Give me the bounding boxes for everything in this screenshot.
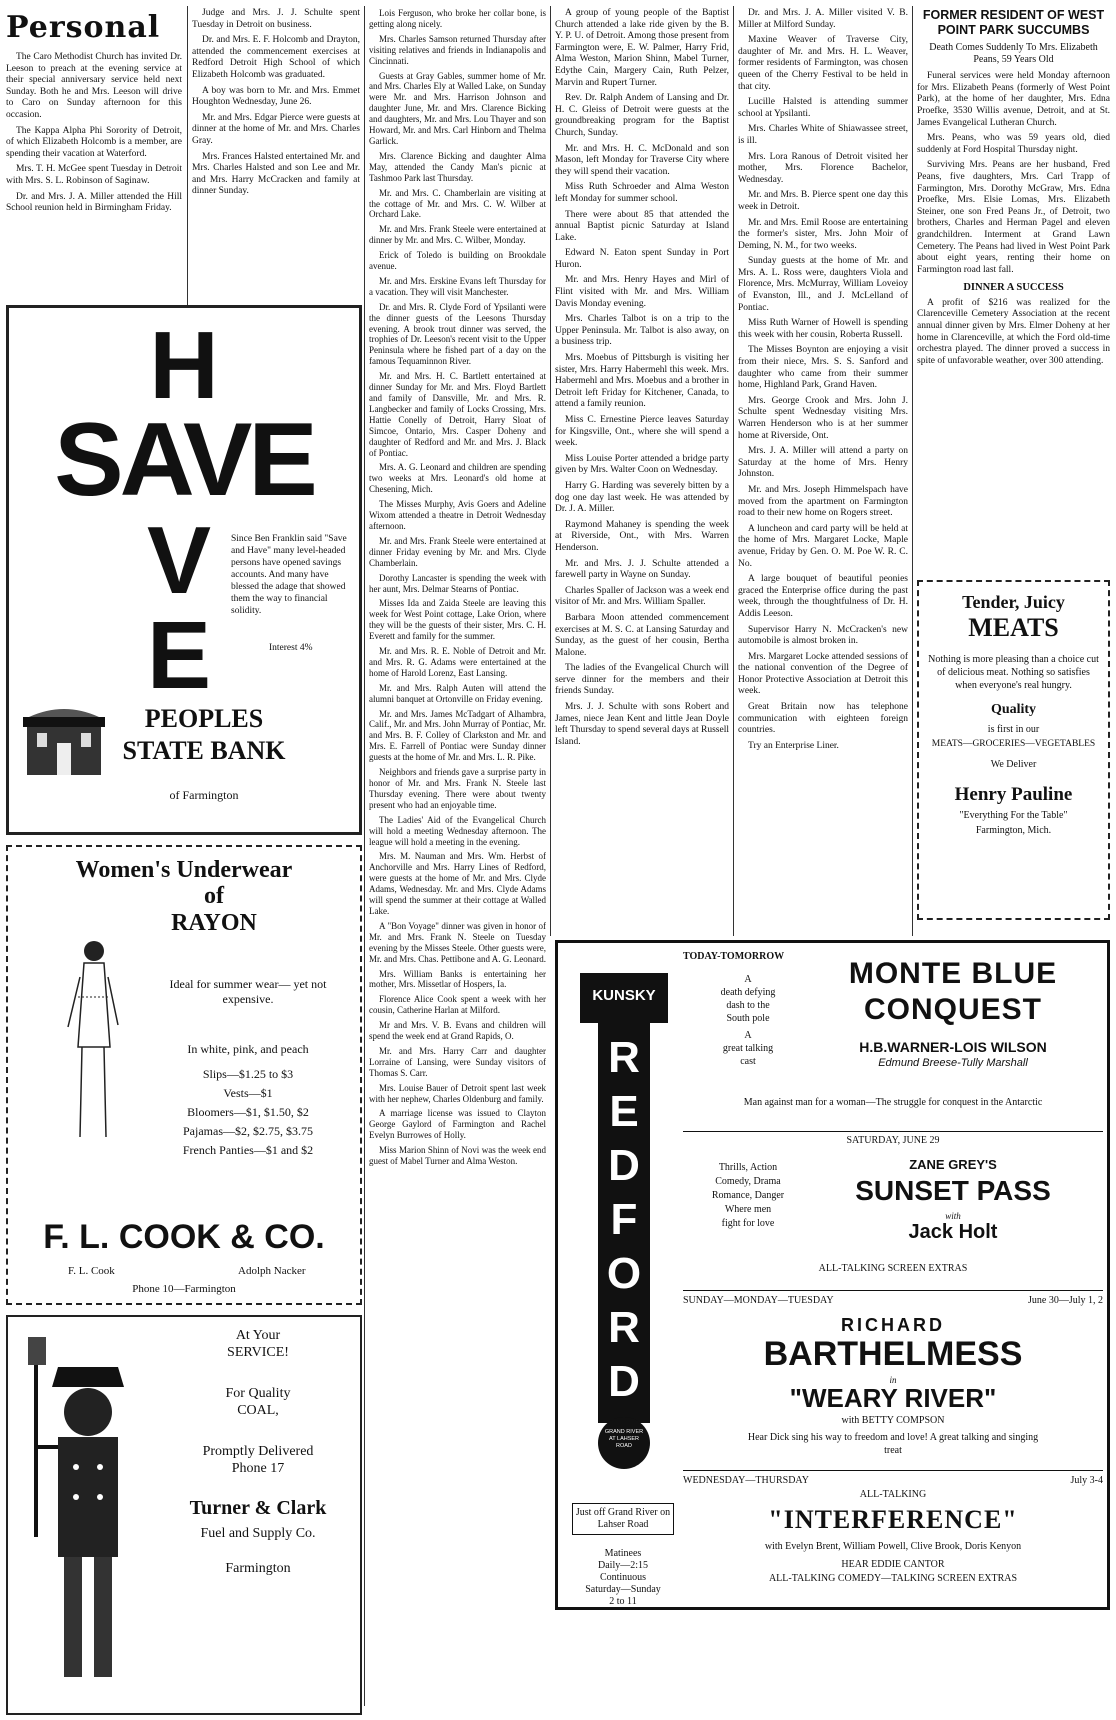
news-item: Mrs. Frances Halsted entertained Mr. and Mrs. Charles Halsted and son Lee and Mr. and Mrs. Harry McCracken and family at dinner Sunday. <box>192 151 360 197</box>
film-extras: ALL-TALKING SCREEN EXTRAS <box>818 1263 968 1274</box>
film-extra-2: ALL-TALKING COMEDY—TALKING SCREEN EXTRAS <box>768 1573 1018 1584</box>
meat-quality: Quality <box>990 702 1037 717</box>
cook-title-3: RAYON <box>171 910 257 936</box>
news-item: Mrs. Louise Bauer of Detroit spent last week with her nephew, Charles Oldenburg and family. <box>369 1082 546 1104</box>
news-item: Rev. Dr. Ralph Andem of Lansing and Dr. H. C. Gleiss of Detroit were guests at the groundbreaking program for the Baptist Church, Sunday. <box>555 93 729 138</box>
news-item: Miss Louise Porter attended a bridge party given by Mrs. Walter Coon on Wednesday. <box>555 453 729 476</box>
news-item: Try an Enterprise Liner. <box>748 740 839 751</box>
personal-heading: Personal <box>6 10 161 45</box>
news-item: The Kappa Alpha Phi Sorority of Detroit, of which Elizabeth Holcomb is a member, are spending their vacation at Waterford. <box>6 125 182 159</box>
news-item: Mrs. Clarence Bicking and daughter Alma May, attended the Candy Man's picnic at Tashmoo Park last Thursday. <box>369 150 546 183</box>
desc-line: Thrills, Action <box>718 1162 778 1173</box>
bank-location: of Farmington <box>169 788 239 802</box>
news-column-3 <box>369 8 546 1171</box>
sign-letters <box>598 1031 650 1409</box>
film-type: ALL-TALKING <box>859 1489 927 1500</box>
bank-text: Since Ben Franklin said "Save and Have" many level-headed persons have opened savings accounts. And many have blessed the adage that showed them the way to financial solidity. <box>231 534 347 616</box>
program-when: SATURDAY, JUNE 29 <box>846 1135 940 1146</box>
news-item: Mrs. Lora Ranous of Detroit visited her mother, Mrs. Florence Bachelor, Wednesday. <box>738 151 908 185</box>
news-item: Mrs. Charles White of Shiawassee street, is ill. <box>738 124 908 146</box>
meat-town: Farmington, Mich. <box>975 825 1052 836</box>
desc-line: death defying <box>720 987 776 998</box>
bank-name: PEOPLES STATE BANK <box>122 704 286 765</box>
program-dates: June 30—July 1, 2 <box>1028 1295 1103 1306</box>
sign-letter: F <box>610 1195 638 1244</box>
film-star: MONTE BLUE <box>848 957 1058 990</box>
news-item: Harry G. Harding was severely bitten by a dog one day last week. He was attended by Dr. J. A. Miller. <box>555 480 729 515</box>
news-item: Edward N. Eaton spent Sunday in Port Huron. <box>555 248 729 270</box>
article-headline: FORMER RESIDENT OF WEST POINT PARK SUCCUMBS <box>922 8 1105 37</box>
news-item: Mrs. T. H. McGee spent Tuesday in Detroit with Mrs. S. L. Robinson of Saginaw. <box>6 164 182 186</box>
news-item: Sunday guests at the home of Mr. and Mrs. A. L. Ross were, daughters Viola and Florence, Mrs. McMurray, William Loveioy of Evanston, Ill., and J. McLelland of Pontiac. <box>738 256 908 313</box>
coal-line: Phone 17 <box>231 1461 285 1476</box>
news-item: Mr. and Mrs. Frank Steele were entertained at dinner by Mr. and Mrs. C. Wilber, Monday. <box>369 224 546 246</box>
news-item: Dr. and Mrs. R. Clyde Ford of Ypsilanti were the dinner guests of the Leesons Thursday evening. A brook trout dinner was served, the trophies of Dr. Leeson's recent visit to the Upper Peninsula where he fished part of a day on the famous Tequaminnon River. <box>369 301 546 367</box>
cook-underwear-ad <box>6 845 362 1305</box>
news-item: Miss Ruth Schroeder and Alma Weston left Monday for summer school. <box>555 182 729 204</box>
sign-base: GRAND RIVER AT LAHSER ROAD <box>604 1429 644 1449</box>
news-item: A large bouquet of beautiful peonies graced the Enterprise office during the past week, through the thoughtfulness of Dr. H. Addis Leeson. <box>738 574 908 619</box>
program-dates: July 3-4 <box>1070 1475 1103 1486</box>
news-item: Charles Spaller of Jackson was a week end visitor of Mr. and Mrs. William Spaller. <box>555 585 729 608</box>
news-item: Mr. and Mrs. Edgar Pierce were guests at dinner at the home of Mr. and Mrs. Charles Gray. <box>192 112 360 146</box>
henry-pauline-meat-ad <box>917 580 1110 920</box>
coal-man-icon <box>28 1337 148 1697</box>
news-item: Guests at Gray Gables, summer home of Mr. and Mrs. Charles Ely at Walled Lake, on Sunday were Mr. and Mrs. Harrison Johnson and daughter June, Mr. and Mrs. Clarence Bicking and daughters, Mr. and Mrs. Lou Thayer and son Howard, Mr. and Mrs. Carl Hinborn and Thelma Garlick. <box>369 70 546 146</box>
news-item: Great Britain now has telephone communication with eighteen foreign countries. <box>738 702 908 736</box>
news-item: Miss Ruth Warner of Howell is spending this week with her cousin, Roberta Russell. <box>738 318 908 340</box>
article-headline-2: DINNER A SUCCESS <box>963 282 1064 294</box>
news-item: Erick of Toledo is building on Brookdale avenue. <box>369 250 546 272</box>
news-item: Mr. and Mrs. Erskine Evans left Thursday for a vacation. They will visit Manchester. <box>369 275 546 297</box>
coal-name: Turner & Clark <box>189 1497 327 1519</box>
save-letter-e: E <box>146 602 212 709</box>
program-when: TODAY-TOMORROW <box>683 951 785 962</box>
news-item: Mrs. William Banks is entertaining her mother, Mrs. Missetlar of Hospers, Ia. <box>369 968 546 990</box>
bank-interest: Interest 4% <box>269 643 313 653</box>
cook-colors: In white, pink, and peach <box>187 1042 309 1056</box>
film-star-first: RICHARD <box>841 1315 945 1335</box>
column-rule <box>364 6 365 1706</box>
coal-line: At Your <box>235 1328 281 1343</box>
film-title: CONQUEST <box>863 993 1042 1026</box>
theater-location: Just off Grand River on Lahser Road <box>572 1503 674 1535</box>
program-weary-river <box>683 1295 1103 1471</box>
meat-slogan: "Everything For the Table" <box>959 810 1068 821</box>
cook-owner-2: Adolph Nacker <box>238 1265 306 1277</box>
meat-first: is first in our <box>987 724 1040 735</box>
news-item: Lois Ferguson, who broke her collar bone, is getting along nicely. <box>369 8 546 29</box>
news-item: Mr. and Mrs. B. Pierce spent one day this week in Detroit. <box>738 190 908 212</box>
desc-line: Romance, Danger <box>711 1190 785 1201</box>
sign-letter: R <box>608 1033 640 1082</box>
coal-line: SERVICE! <box>227 1345 289 1360</box>
save-word: SAVE <box>54 402 314 518</box>
meat-name: Henry Pauline <box>954 784 1073 805</box>
program-desc <box>693 973 803 1068</box>
meat-title-1: Tender, Juicy <box>962 592 1065 612</box>
cook-item: Bloomers—$1, $1.50, $2 <box>187 1105 309 1119</box>
sign-letter: D <box>608 1357 640 1406</box>
news-item: Mr. and Mrs. Harry Carr and daughter Lorraine of Lansing, were Sunday visitors of Thomas S. Carr. <box>369 1045 546 1078</box>
news-item: A luncheon and card party will be held at the home of Mrs. Margaret Locke, Maple avenue, Friday by Gen. O. M. Poe W. R. C. No. <box>738 523 908 569</box>
matinee-line: 2 to 11 <box>609 1596 637 1607</box>
matinee-line: Saturday—Sunday <box>585 1584 661 1595</box>
film-extra-1: HEAR EDDIE CANTOR <box>841 1559 945 1570</box>
news-item: Mr. and Mrs. J. J. Schulte attended a farewell party in Wayne on Sunday. <box>555 558 729 581</box>
meat-deliver: We Deliver <box>990 759 1037 770</box>
news-item: Mr. and Mrs. H. C. McDonald and son Mason, left Monday for Traverse City where they will spend their vacation. <box>555 143 729 177</box>
film-tagline: Hear Dick sing his way to freedom and love! A great talking and singing treat <box>747 1432 1039 1456</box>
news-item: Mr. and Mrs. H. C. Bartlett entertained at dinner Sunday for Mr. and Mrs. Floyd Bartlett and family of Dansville, Mr. and Mrs. R. Langbecker and family of Locks Crossing, Mrs. Hattie Conelly of Detroit, Harry Sloat of Simcoe, Ontario, Mrs. Casper Doheny and daughter of Redford and Mr. and Mrs. J. Black of Pontiac. <box>369 371 546 458</box>
news-item: Dorothy Lancaster is spending the week with her aunt, Mrs. Delmar Stearns of Pontiac. <box>369 572 546 594</box>
desc-line: fight for love <box>721 1218 775 1229</box>
news-item: Dr. and Mrs. J. A. Miller visited V. B. Miller at Milford Sunday. <box>738 8 908 30</box>
news-item: There were about 85 that attended the annual Baptist picnic Saturday at Island Lake. <box>555 209 729 243</box>
news-item: Judge and Mrs. J. J. Schulte spent Tuesday in Detroit on business. <box>192 8 360 30</box>
column-rule <box>912 6 913 936</box>
save-letter-v: V <box>146 507 212 614</box>
turner-clark-coal-ad <box>6 1315 362 1715</box>
news-item: Miss Marion Shinn of Novi was the week end guest of Mabel Turner and Alma Weston. <box>369 1145 546 1167</box>
film-in: in <box>889 1375 897 1385</box>
news-item: Mrs. Margaret Locke attended sessions of the national convention of the Degree of Honor Protective Association at Detroit this week. <box>738 651 908 697</box>
meat-text: Nothing is more pleasing than a choice cut of delicious meat. Nothing so satisfies when everyone's real hungry. <box>928 654 1099 691</box>
news-item: Raymond Mahaney is spending the week at Riverside, Ont., with Mrs. Warren Henderson. <box>555 519 729 553</box>
news-item: Lucille Halsted is attending summer school at Ypsilanti. <box>738 97 908 119</box>
woman-figure-icon <box>58 937 128 1147</box>
cook-items <box>148 1065 348 1160</box>
redford-theater-ad <box>555 940 1110 1610</box>
desc-line: South pole <box>726 1013 770 1024</box>
film-title: SUNSET PASS <box>855 1175 1051 1206</box>
film-star: Jack Holt <box>908 1221 998 1243</box>
news-item: Mr and Mrs. V. B. Evans and children will spend the week end at Grand Rapids, O. <box>369 1020 546 1042</box>
film-tagline: Man against man for a woman—The struggle for conquest in the Antarctic <box>743 1097 1043 1108</box>
coal-line: COAL, <box>237 1403 279 1418</box>
coal-line: Promptly Delivered <box>202 1444 314 1459</box>
news-item: Mr. and Mrs. Ralph Auten will attend the alumni banquet at Ortonville on Friday evening. <box>369 682 546 704</box>
news-item: Mrs. George Crook and Mrs. John J. Schulte spent Wednesday visiting Mrs. Warren Henderson who is at her summer home at Riverside, Ont. <box>738 395 908 441</box>
news-item: Mr. and Mrs. James McTadgart of Alhambra, Calif., Mr. and Mrs. John Murray of Pontiac, Mr. and Mrs. B. F. Colley of Clarkston and Mr. and Mrs. E. Farrell of Pontiac were Sunday dinner guests at the home of Mr. and Mrs. L. R. Pike. <box>369 708 546 763</box>
news-item: Dr. and Mrs. E. F. Holcomb and Drayton, attended the commencement exercises at Redford Detroit High School of which Elizabeth Holcomb was graduated. <box>192 35 360 80</box>
news-item: Maxine Weaver of Traverse City, daughter of Mr. and Mrs. H. L. Weaver, former residents of Farmington, was chosen queen of the Cherry Festival to be held in that city. <box>738 35 908 92</box>
column-rule <box>550 6 551 936</box>
peoples-state-bank-ad <box>6 305 362 835</box>
news-item: A "Bon Voyage" dinner was given in honor of Mr. and Mrs. Frank N. Steele on Tuesday evening by the Misses Steele. Other guests were, Mr. and Mrs. Chas. Pettibone and A. G. Leonard. <box>369 920 546 964</box>
program-interference <box>683 1475 1103 1605</box>
news-item: Mr. and Mrs. Emil Roose are entertaining the former's sister, Mrs. John Moir of Deming, N. M., for two weeks. <box>738 217 908 251</box>
sign-letter: R <box>608 1303 640 1352</box>
matinee-line: Continuous <box>599 1572 647 1583</box>
news-column-5 <box>738 8 908 756</box>
redford-sign <box>576 963 672 1483</box>
news-item: The ladies of the Evangelical Church will serve dinner for the members and their friends Sunday. <box>555 663 729 697</box>
news-column-6 <box>917 8 1110 371</box>
program-conquest <box>683 951 1103 1132</box>
cook-item: Pajamas—$2, $2.75, $3.75 <box>183 1124 313 1138</box>
cook-item: Slips—$1.25 to $3 <box>202 1067 294 1081</box>
news-item: A marriage license was issued to Clayton George Gaylord of Farmington and Rachel Evelyn Burrowes of Holly. <box>369 1108 546 1141</box>
matinee-line: Matinees <box>604 1548 642 1559</box>
film-cast-2: Edmund Breese-Tully Marshall <box>878 1057 1028 1069</box>
cook-owner-1: F. L. Cook <box>68 1265 115 1277</box>
news-item: Neighbors and friends gave a surprise party in honor of Mr. and Mrs. Frank N. Steele last Thursday evening. There were about twenty present who had an enjoyable time. <box>369 767 546 810</box>
film-cast: H.B.WARNER-LOIS WILSON <box>859 1039 1047 1055</box>
news-item: Mrs. Moebus of Pittsburgh is visiting her sister, Mrs. Harry Habermehl this week. Mrs. Habermehl and Mrs. Moebus and a brother in Detroit left Friday for Kitchener, Canada, to attend a family reunion. <box>555 353 729 410</box>
news-item: Mrs. Charles Talbot is on a trip to the Upper Peninsula. Mr. Talbot is also away, on a business trip. <box>555 314 729 348</box>
news-item: Mr. and Mrs. Joseph Himmelspach have moved from the apartment on Farmington road to their new home on Rogers street. <box>738 484 908 519</box>
meat-categories: MEATS—GROCERIES—VEGETABLES <box>931 739 1096 749</box>
desc-line: great talking <box>722 1043 774 1054</box>
desc-line: dash to the <box>726 1000 770 1011</box>
news-item: A boy was born to Mr. and Mrs. Emmet Houghton Wednesday, June 26. <box>192 85 360 108</box>
desc-line: cast <box>740 1056 756 1067</box>
program-when: WEDNESDAY—THURSDAY <box>683 1475 809 1486</box>
program-sunset-pass <box>683 1135 1103 1291</box>
film-cast: with Evelyn Brent, William Powell, Clive Brook, Doris Kenyon <box>764 1541 1022 1552</box>
news-item: Mr. and Mrs. C. Chamberlain are visiting at the cottage of Mr. and Mrs. C. W. Wilber at Orchard Lake. <box>369 187 546 220</box>
save-letter-h: H <box>149 312 219 419</box>
column-rule <box>733 6 734 936</box>
sign-letter: D <box>608 1141 640 1190</box>
film-star-last: BARTHELMESS <box>763 1335 1023 1373</box>
news-item: Misses Ida and Zaida Steele are leaving this week for West Point cottage, Lake Orion, where they will be the guests of their sister, Mrs. C. H. Everett and family for the summer. <box>369 598 546 642</box>
news-item: Barbara Moon attended commencement exercises at M. S. C. at Lansing Saturday and Sunday, as the guest of her cousin, Bertha Malone. <box>555 612 729 658</box>
news-item: Mrs. Charles Samson returned Thursday after visiting relatives and friends in Indianapolis and Cincinnati. <box>369 33 546 66</box>
meat-title-2: MEATS <box>968 613 1059 642</box>
cook-title-2: of <box>204 883 224 909</box>
sign-letter: E <box>609 1087 639 1136</box>
news-item: Mrs. A. G. Leonard and children are spending two weeks at Mrs. Leonard's old home at Chesening, Mich. <box>369 462 546 495</box>
film-title: "INTERFERENCE" <box>768 1505 1018 1534</box>
coal-sub: Fuel and Supply Co. <box>200 1526 316 1541</box>
news-column-4 <box>555 8 729 752</box>
news-item: Mrs. Peans, who was 59 years old, died suddenly at Ford Hospital Thursday night. <box>917 133 1110 155</box>
program-when: SUNDAY—MONDAY—TUESDAY <box>683 1295 834 1306</box>
coal-line: For Quality <box>225 1386 291 1401</box>
cook-phone: Phone 10—Farmington <box>132 1283 236 1295</box>
desc-line: Where men <box>724 1204 772 1215</box>
cook-item: French Panties—$1 and $2 <box>182 1143 314 1157</box>
news-item: A profit of $216 was realized for the Clarenceville Cemetery Association at the recent annual dinner given by Mrs. Elmer Doheny at her home in Clarenceville, at which the Ford old-time orchestra played. The dinner proved a success in spite of unfavorable weather, over 300 attending. <box>917 297 1110 366</box>
cook-name: F. L. COOK & CO. <box>43 1218 325 1256</box>
sign-letter: O <box>606 1249 642 1298</box>
news-item: A group of young people of the Baptist Church attended a lake ride given by the B. Y. P. U. of Detroit. Among those present from Farmington were, E. W. Palmer, Harry Frid, Alma Weston, Marion Shinn, Mabel Turner, Edythe Cain, Margery Cain, Ruth Pelzer, Marvin and Rupert Turner. <box>555 8 729 88</box>
coal-town: Farmington <box>225 1561 291 1576</box>
news-item: Dr. and Mrs. J. A. Miller attended the Hill School reunion held in Birmingham Friday. <box>6 191 182 214</box>
personal-column <box>6 8 182 219</box>
cook-item: Vests—$1 <box>223 1086 273 1100</box>
article-subhead: Death Comes Suddenly To Mrs. Elizabeth Peans, 59 Years Old <box>929 42 1098 65</box>
theater-matinees <box>572 1548 674 1608</box>
news-item: Mr. and Mrs. Frank Steele were entertained at dinner Friday evening by Mr. and Mrs. Clyde Chamberlain. <box>369 535 546 568</box>
news-item: The Ladies' Aid of the Evangelical Church will hold a meeting Wednesday afternoon. The league will hold a meeting in the evening. <box>369 814 546 847</box>
news-item: Florence Alice Cook spent a week with her cousin, Catherine Harlan at Milford. <box>369 994 546 1016</box>
column-rule <box>187 6 188 306</box>
desc-line: A <box>744 1030 752 1041</box>
film-author: ZANE GREY'S <box>909 1157 997 1172</box>
cook-title-1: Women's Underwear <box>75 857 293 883</box>
news-item: Funeral services were held Monday afternoon for Mrs. Elizabeth Peans (formerly of West Point Park), at the home of her daughter, Mrs. Edna Proefke, 3530 Willis avenue, Detroit, and at St. James Evangelical Lutheran Church. <box>917 71 1110 128</box>
news-column-2 <box>192 8 360 202</box>
news-item: The Caro Methodist Church has invited Dr. Leeson to preach at the evening service at their special anniversary service held next Sunday. Both he and Mrs. Leeson will drive to Caro on Sunday afternoon for this occasion. <box>6 52 182 120</box>
news-item: Mr. and Mrs. Henry Hayes and Mirl of Flint visited with Mr. and Mrs. William Davis Monday evening. <box>555 275 729 309</box>
desc-line: Comedy, Drama <box>715 1176 781 1187</box>
news-item: Mrs. J. A. Miller will attend a party on Saturday at the home of Mrs. Henry Johnston. <box>738 446 908 480</box>
news-item: The Misses Boynton are enjoying a visit from their niece, Mrs. S. S. Sanford and daughter who came from their summer home, Highland Park, Grand Haven. <box>738 345 908 391</box>
news-item: Mr. and Mrs. R. E. Noble of Detroit and Mr. and Mrs. R. G. Adams were entertained at the home of Harold Lorenz, East Lansing. <box>369 646 546 678</box>
news-item: Mrs. M. Nauman and Mrs. Wm. Herbst of Anchorville and Mrs. Harry Lines of Redford, were guests at the home of Mr. and Mrs. Clyde Adams, Wednesday. Mr. and Mrs. Clyde Adams will spend the summer at their cottage at Walled Lake. <box>369 851 546 916</box>
sign-top: KUNSKY <box>592 987 656 1004</box>
coal-text <box>158 1327 358 1577</box>
cook-tagline: Ideal for summer wear— yet not expensive. <box>169 977 327 1006</box>
news-item: The Misses Murphy, Avis Goers and Adeline Wixom attended a theatre in Detroit Wednesday afternoon. <box>369 499 546 531</box>
news-item: Miss C. Ernestine Pierce leaves Saturday for Kingsville, Ont., where she will spend a week. <box>555 415 729 449</box>
film-title: "WEARY RIVER" <box>789 1383 997 1413</box>
news-item: Surviving Mrs. Peans are her husband, Fred Peans, five daughters, Mrs. Carl Trapp of Farmington, Mrs. Dorothy McGraw, Mrs. Edna Proefke, Mrs. Elsie Lomas, Mrs. Elizabeth Steiner, one son Fred Peans Jr., of Detroit, two brothers, Charles and Herman Pagel and eleven grandchildren. Interment at Grand Lawn Cemetery. The Peans had lived in West Point Park about eight years, renting their home on Farmington road last fall. <box>917 160 1110 275</box>
program-desc <box>693 1161 803 1231</box>
film-with: with <box>945 1211 961 1221</box>
film-with: with BETTY COMPSON <box>841 1415 945 1426</box>
bank-building-icon <box>19 703 109 778</box>
matinee-line: Daily—2:15 <box>598 1560 648 1571</box>
news-item: Supervisor Harry N. McCracken's new automobile is almost broken in. <box>738 624 908 647</box>
news-item: Mrs. J. J. Schulte with sons Robert and James, niece Jean Kent and little Jean Doyle left Thursday to spend several days at Russell Island. <box>555 702 729 747</box>
desc-line: A <box>744 974 752 985</box>
